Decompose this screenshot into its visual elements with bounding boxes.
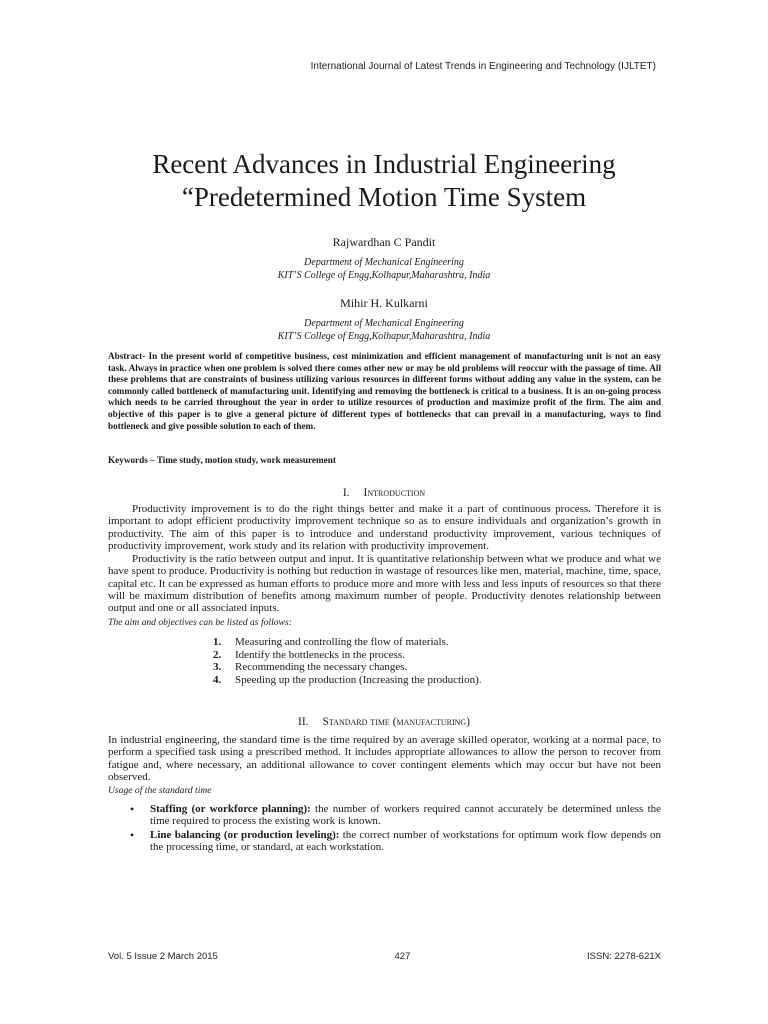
bullet-term: Staffing (or workforce planning): <box>150 803 311 815</box>
intro-paragraph-2: Productivity is the ratio between output and input. It is quantitative relationship between what we produce and what we have spent to produce. Productivity is nothing but reduction in wastage of resources like men, material, machine, time, space, capital etc. It can be expressed as human efforts to produce more and more with less and less inputs of resources so that there will be maximum distribution of benefits among maximum number of people. Productivity denotes relationship between output and one or all associated inputs. <box>108 553 661 615</box>
usage-list <box>130 803 661 854</box>
author-name: Rajwardhan C Pandit <box>332 235 436 249</box>
footer-volume: Vol. 5 Issue 2 March 2015 <box>108 951 218 962</box>
list-item <box>213 649 633 662</box>
paper-title <box>0 148 768 214</box>
list-number: 4. <box>213 674 222 687</box>
section-heading-standard-time <box>0 715 768 729</box>
section-number: I. <box>342 487 350 499</box>
journal-header: International Journal of Latest Trends in Engineering and Technology (IJLTET) <box>310 61 656 72</box>
bullet-icon: • <box>130 827 135 842</box>
title-line-1: Recent Advances in Industrial Engineering <box>152 149 616 179</box>
page-footer <box>108 951 661 962</box>
intro-paragraph-1: Productivity improvement is to do the right things better and make it a part of continuous process. Therefore it is important to adopt efficient productivity improvement technique so as to ensure individuals and organization’s growth in productivity. The aim of this paper is to introduce and understand productivity improvement, various techniques of productivity improvement, work study and its relation with productivity improvement. <box>108 503 661 552</box>
author-2 <box>0 296 768 343</box>
list-item <box>130 829 661 854</box>
author-department: Department of Mechanical Engineering <box>304 257 464 268</box>
bullet-term: Line balancing (or production leveling): <box>150 828 340 841</box>
author-1 <box>0 235 768 282</box>
keywords: Keywords – Time study, motion study, work measurement <box>108 455 336 465</box>
list-item <box>213 636 633 649</box>
list-text: Identify the bottlenecks in the process. <box>235 648 405 661</box>
usage-note: Usage of the standard time <box>108 785 212 796</box>
bullet-icon: • <box>130 802 135 816</box>
standard-time-paragraph: In industrial engineering, the standard time is the time required by an average skilled operator, working at a normal pace, to perform a specified task using a prescribed method. It includes appropriate allowances to allow the person to recover from fatigue and, where necessary, an additional allowance to cover contingent elements which may occur but have not been observed. <box>108 734 661 783</box>
list-text: Recommending the necessary changes. <box>235 661 408 674</box>
list-number: 2. <box>213 648 222 661</box>
section-heading-introduction <box>0 486 768 500</box>
list-number: 1. <box>213 636 222 648</box>
author-institution: KIT’S College of Engg,Kolhapur,Maharashtra, India <box>277 331 491 342</box>
abstract: Abstract- In the present world of competitive business, cost minimization and efficient management of manufacturing unit is not an easy task. Always in practice when one problem is solved there comes other new or may be old problems will reoccur with the passage of time. All these problems that are constraints of business utilizing various resources in different forms without adding any value in the system, can be commonly called bottleneck of manufacturing unit. Identifying and removing the bottleneck is critical to a business. It is an on-going process which needs to be carried throughout the year in order to utilize resources of production and maximize profit of the firm. The aim and objective of this paper is to give a general picture of different types of bottlenecks that can prevail in a manufacturing, ways to find bottleneck and give possible solution to each of them. <box>108 351 661 431</box>
section-title: Introduction <box>363 487 426 499</box>
section-number: II. <box>297 716 309 728</box>
section-title: Standard time (manufacturing) <box>322 716 470 728</box>
bullet-text: the correct number of workstations for optimum work flow depends on the processing time, or standard, at each workstation. <box>150 828 661 853</box>
list-number: 3. <box>213 661 222 674</box>
list-item <box>130 803 661 828</box>
author-institution: KIT’S College of Engg,Kolhapur,Maharashtra, India <box>277 270 491 281</box>
list-item <box>213 674 633 687</box>
title-line-2: “Predetermined Motion Time System <box>181 182 587 212</box>
objectives-list <box>213 636 633 687</box>
list-text: Speeding up the production (Increasing the production). <box>235 674 482 687</box>
list-item <box>213 661 633 674</box>
footer-page-number: 427 <box>394 951 411 962</box>
aims-note: The aim and objectives can be listed as follows: <box>108 617 292 628</box>
bullet-text: the number of workers required cannot accurately be determined unless the time required to process the existing work is known. <box>150 803 662 828</box>
author-department: Department of Mechanical Engineering <box>304 318 464 329</box>
author-name: Mihir H. Kulkarni <box>340 296 428 310</box>
list-text: Measuring and controlling the flow of materials. <box>235 636 449 648</box>
footer-issn: ISSN: 2278-621X <box>587 951 661 962</box>
